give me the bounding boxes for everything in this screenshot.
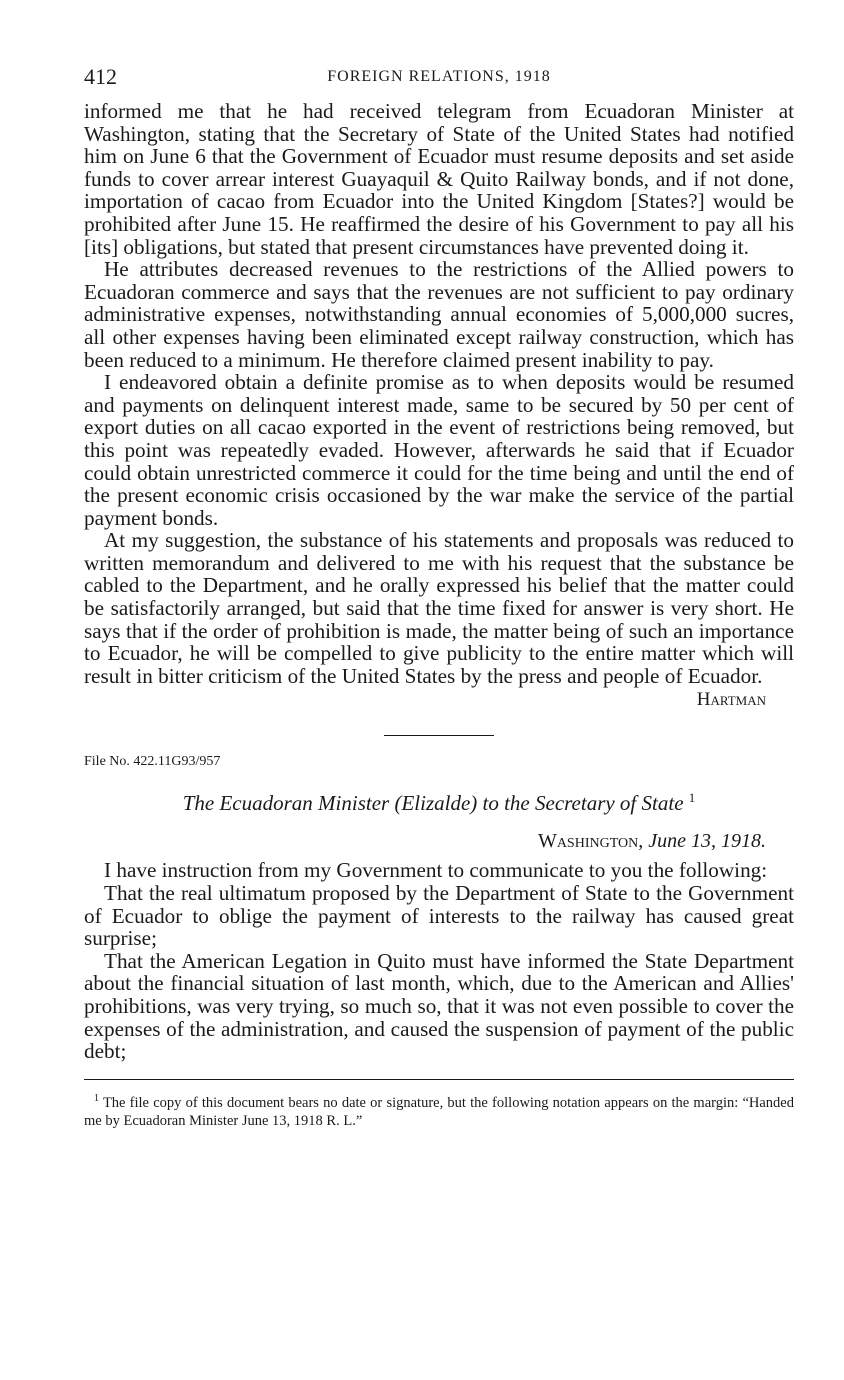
footnote bbox=[84, 1090, 794, 1130]
paragraph: That the American Legation in Quito must have informed the State Department about the financial situation of last month, which, due to the American and Allies' prohibitions, was very trying, so much so, that it was not even possible to cover the expenses of the administration, and caused the suspension of payment of the public debt; bbox=[84, 948, 794, 1064]
paragraph: He attributes decreased revenues to the restrictions of the Allied powers to Ecuadoran commerce and says that the revenues are not sufficient to pay ordinary administrative expenses, notwithstanding annual economies of 5,000,000 sucres, all other expenses having been eliminated except railway construction, which has been reduced to a minimum. He therefore claimed present inability to pay. bbox=[84, 257, 794, 372]
footnote-divider bbox=[84, 1079, 794, 1080]
section-divider bbox=[384, 735, 494, 736]
letter-body bbox=[84, 859, 794, 1062]
page-header bbox=[84, 60, 794, 100]
document-title-text: The Ecuadoran Minister (Elizalde) to the Secretary of State bbox=[182, 791, 684, 816]
telegram-body bbox=[84, 100, 794, 687]
paragraph: informed me that he had received telegram from Ecuadoran Minister at Washington, stating that the Secretary of State of the United States had notified him on June 6 that the Government of Ecuador must resume deposits and set aside funds to cover arrear interest Guayaquil & Quito Railway bonds, and if not done, importation of cacao from Ecuador into the United Kingdom [States?] would be prohibited after June 15. He reaffirmed the desire of his Government to pay all his [its] obligations, but stated that present circumstances have prevented doing it. bbox=[84, 99, 794, 259]
document-title bbox=[84, 790, 794, 816]
running-head: FOREIGN RELATIONS, 1918 bbox=[327, 68, 551, 85]
file-number: File No. 422.11G93/957 bbox=[84, 754, 221, 770]
footnote-marker: 1 bbox=[94, 1092, 99, 1104]
paragraph: I endeavored obtain a definite promise as to when deposits would be resumed and payments on delinquent interest made, same to be secured by 50 per cent of export duties on all cacao exported in the event of restrictions being removed, but this point was repeatedly evaded. However, afterwards he said that if Ecuador could obtain unrestricted commerce it could for the time being and until the end of the present economic crisis occasioned by the war make the service of the partial payment bonds. bbox=[84, 370, 794, 530]
dateline-date: June 13, 1918. bbox=[648, 830, 766, 853]
dateline-place: Washington, bbox=[537, 830, 644, 853]
footnote-reference: 1 bbox=[688, 790, 696, 806]
footnote-text: The file copy of this document bears no date or signature, but the following notation appears on the margin: “Handed me by Ecuadoran Minister June 13, 1918 R. L.” bbox=[84, 1094, 794, 1129]
paragraph: I have instruction from my Government to communicate to you the following: bbox=[104, 858, 768, 883]
signature: Hartman bbox=[696, 689, 766, 711]
paragraph: At my suggestion, the substance of his statements and proposals was reduced to written memorandum and delivered to me with his request that the substance be cabled to the Department, and he orally expressed his belief that the matter could be satisfactorily arranged, but said that the time fixed for answer is very short. He says that if the order of prohibition is made, the matter being of such an importance to Ecuador, he will be compelled to give publicity to the entire matter which will result in bitter criticism of the United States by the press and people of Ecuador. bbox=[84, 528, 794, 688]
page-number: 412 bbox=[84, 64, 117, 89]
document-page bbox=[84, 60, 794, 1130]
paragraph: That the real ultimatum proposed by the Department of State to the Government of Ecuador to oblige the payment of interests to the railway has caused great surprise; bbox=[84, 881, 794, 951]
dateline bbox=[84, 830, 794, 853]
